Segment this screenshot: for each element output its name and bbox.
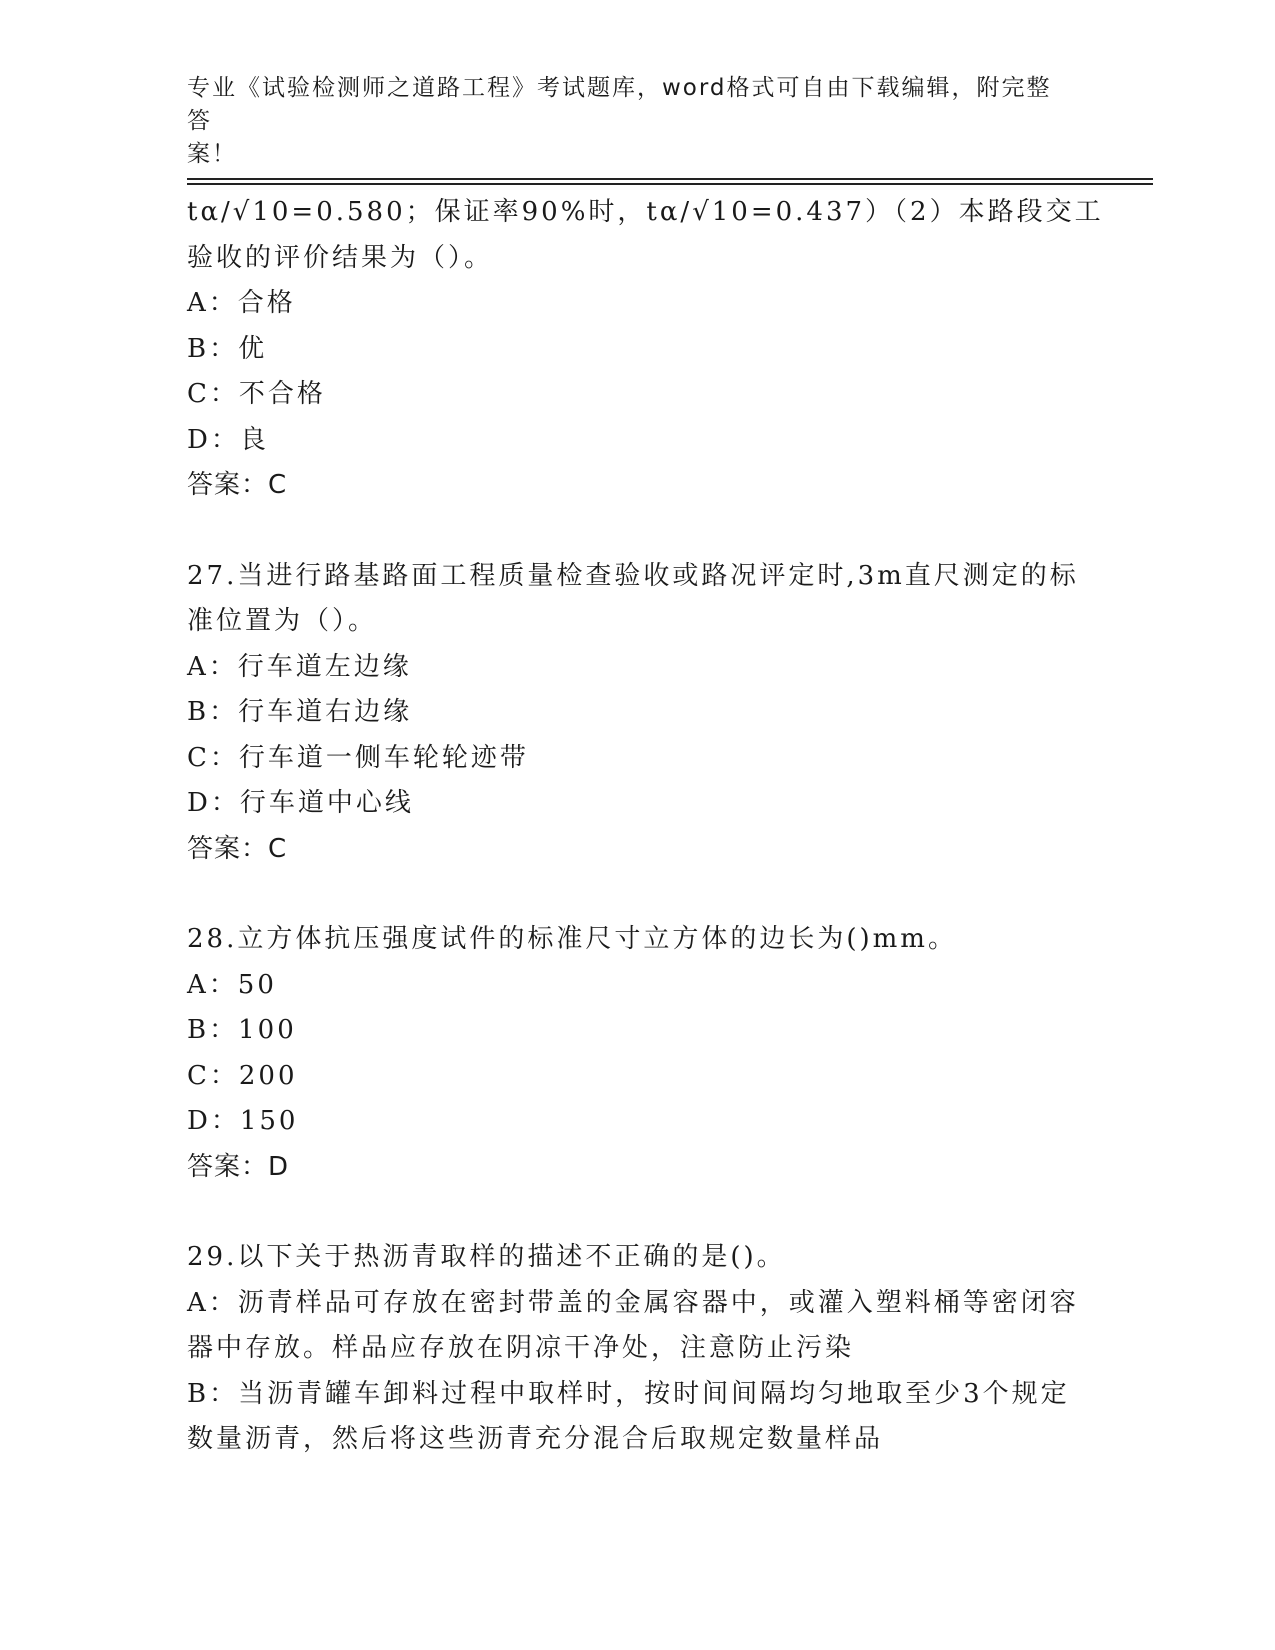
option-d: D：150 [187, 1106, 299, 1136]
option-b: B：优 [187, 333, 268, 364]
question-text-line: 验收的评价结果为（）。 [187, 242, 494, 273]
option-d: D：良 [187, 424, 269, 455]
question-text-line: 29.以下关于热沥青取样的描述不正确的是()。 [187, 1242, 786, 1272]
option-c: C：行车道一侧车轮轮迹带 [187, 742, 529, 773]
header-rule-top [187, 178, 1153, 180]
option-c: C：不合格 [187, 379, 326, 409]
option-a: A：行车道左边缘 [187, 651, 412, 682]
option-a: A：合格 [187, 288, 296, 318]
answer-line: 答案：C [187, 833, 288, 864]
option-b: B：100 [187, 1015, 297, 1045]
header-rule-bottom [187, 183, 1153, 185]
question-text-line: tα/√10=0.580；保证率90%时，tα/√10=0.437）（2）本路段交工 [187, 197, 1104, 227]
question-text-line: 准位置为（）。 [187, 606, 378, 636]
option-a-line: A：沥青样品可存放在密封带盖的金属容器中，或灌入塑料桶等密闭容 [187, 1287, 1079, 1318]
header-line-2: 案！ [187, 141, 237, 167]
question-spacer [187, 872, 1087, 917]
question-29 [187, 1235, 1087, 1463]
question-spacer [187, 509, 1087, 554]
option-a-line: 器中存放。样品应存放在阴凉干净处，注意防止污染 [187, 1333, 855, 1363]
question-26-tail [187, 190, 1104, 509]
answer-line: 答案：D [187, 1151, 290, 1182]
option-d: D：行车道中心线 [187, 788, 414, 818]
header-line-1: 专业《试验检测师之道路工程》考试题库，word格式可自由下载编辑，附完整答 [187, 75, 1052, 134]
document-body [187, 190, 1104, 1463]
option-b-line: 数量沥青，然后将这些沥青充分混合后取规定数量样品 [187, 1424, 884, 1454]
question-text-line: 28.立方体抗压强度试件的标准尺寸立方体的边长为()mm。 [187, 924, 957, 954]
option-a: A：50 [187, 969, 277, 1000]
option-b: B：行车道右边缘 [187, 697, 413, 727]
question-text-line: 27.当进行路基路面工程质量检查验收或路况评定时,3m直尺测定的标 [187, 560, 1079, 591]
document-header [187, 72, 1067, 171]
option-c: C：200 [187, 1060, 298, 1091]
question-28 [187, 917, 1087, 1190]
question-spacer [187, 1190, 1087, 1235]
option-b-line: B：当沥青罐车卸料过程中取样时，按时间间隔均匀地取至少3个规定 [187, 1378, 1070, 1409]
answer-line: 答案：C [187, 470, 288, 500]
question-27 [187, 554, 1087, 873]
